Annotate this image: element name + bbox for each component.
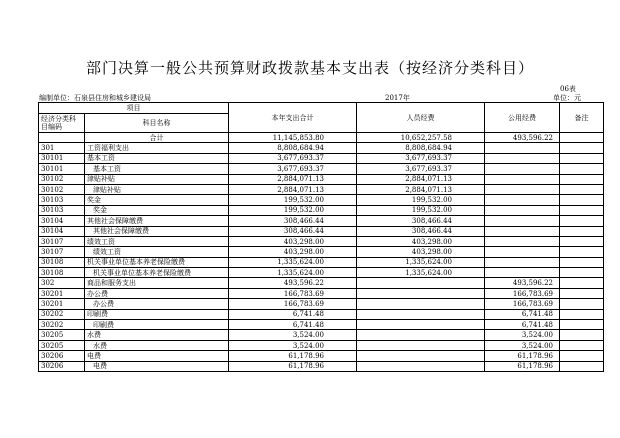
row-public (485, 205, 560, 215)
row-code: 30108 (39, 257, 85, 267)
row-name: 奖金 (85, 205, 229, 215)
row-code: 30202 (39, 320, 85, 330)
row-personnel (357, 340, 485, 350)
row-personnel (357, 330, 485, 340)
table-row (39, 226, 604, 236)
expenditure-table (38, 102, 604, 372)
row-name: 印刷费 (85, 309, 229, 319)
row-name: 其他社会保障缴费 (85, 226, 229, 236)
row-code: 30205 (39, 340, 85, 350)
row-name: 商品和服务支出 (85, 278, 229, 288)
row-public: 6,741.48 (485, 309, 560, 319)
table-row (39, 247, 604, 257)
table-row (39, 205, 604, 215)
row-total: 3,524.00 (229, 340, 357, 350)
row-total: 493,596.22 (229, 278, 357, 288)
row-note (560, 288, 604, 298)
row-public: 61,178.96 (485, 361, 560, 371)
row-personnel (357, 278, 485, 288)
row-public: 3,524.00 (485, 340, 560, 350)
row-note (560, 226, 604, 236)
row-note (560, 330, 604, 340)
table-row (39, 309, 604, 319)
row-total: 403,298.00 (229, 247, 357, 257)
row-personnel: 1,335,624.00 (357, 257, 485, 267)
row-name: 津贴补贴 (85, 184, 229, 194)
row-name: 绩效工资 (85, 236, 229, 246)
table-row (39, 236, 604, 246)
row-total: 3,524.00 (229, 330, 357, 340)
row-public: 6,741.48 (485, 320, 560, 330)
row-name: 基本工资 (85, 164, 229, 174)
row-note (560, 309, 604, 319)
row-total: 166,783.69 (229, 299, 357, 309)
row-personnel: 403,298.00 (357, 247, 485, 257)
row-personnel: 403,298.00 (357, 236, 485, 246)
row-note (560, 247, 604, 257)
org-label: 编制单位：石泉县住房和城乡建设局 (39, 94, 151, 102)
row-personnel: 2,884,071.13 (357, 184, 485, 194)
row-public (485, 164, 560, 174)
total-row (39, 133, 604, 143)
table-row (39, 216, 604, 226)
row-public (485, 226, 560, 236)
table-row (39, 153, 604, 163)
row-note (560, 236, 604, 246)
table-row (39, 330, 604, 340)
row-code: 30104 (39, 226, 85, 236)
row-personnel (357, 299, 485, 309)
row-total: 3,677,693.37 (229, 153, 357, 163)
row-total: 199,532.00 (229, 205, 357, 215)
row-code (39, 133, 85, 143)
row-code: 30102 (39, 184, 85, 194)
table-row (39, 164, 604, 174)
row-total: 166,783.69 (229, 288, 357, 298)
row-name: 津贴补贴 (85, 174, 229, 184)
row-total: 308,466.44 (229, 216, 357, 226)
row-total: 3,677,693.37 (229, 164, 357, 174)
row-total: 6,741.48 (229, 309, 357, 319)
row-name: 奖金 (85, 195, 229, 205)
row-note (560, 278, 604, 288)
row-note (560, 257, 604, 267)
table-row (39, 278, 604, 288)
row-total: 1,335,624.00 (229, 257, 357, 267)
row-personnel: 3,677,693.37 (357, 153, 485, 163)
row-name: 合计 (85, 133, 229, 143)
table-row (39, 361, 604, 371)
row-code: 30202 (39, 309, 85, 319)
table-row (39, 195, 604, 205)
row-code: 30101 (39, 164, 85, 174)
row-note (560, 205, 604, 215)
table-row (39, 299, 604, 309)
report-title: 部门决算一般公共预算财政拨款基本支出表（按经济分类科目） (85, 59, 534, 77)
row-public (485, 174, 560, 184)
row-name: 基本工资 (85, 153, 229, 163)
row-total: 1,335,624.00 (229, 268, 357, 278)
table-row (39, 257, 604, 267)
row-note (560, 299, 604, 309)
header-total: 本年支出合计 (229, 103, 357, 133)
row-code: 30206 (39, 351, 85, 361)
row-public: 493,596.22 (485, 278, 560, 288)
header-personnel: 人员经费 (357, 103, 485, 133)
row-personnel: 3,677,693.37 (357, 164, 485, 174)
row-public: 61,178.96 (485, 351, 560, 361)
row-name: 电费 (85, 351, 229, 361)
row-note (560, 340, 604, 350)
row-personnel (357, 288, 485, 298)
row-personnel: 8,808,684.94 (357, 143, 485, 153)
row-code: 30201 (39, 299, 85, 309)
row-code: 30205 (39, 330, 85, 340)
row-name: 水费 (85, 330, 229, 340)
row-note (560, 153, 604, 163)
row-personnel: 2,884,071.13 (357, 174, 485, 184)
row-total: 8,808,684.94 (229, 143, 357, 153)
row-total: 6,741.48 (229, 320, 357, 330)
row-total: 61,178.96 (229, 351, 357, 361)
table-row (39, 320, 604, 330)
row-code: 30103 (39, 195, 85, 205)
header-note: 备注 (560, 103, 604, 133)
row-code: 30108 (39, 268, 85, 278)
row-total: 403,298.00 (229, 236, 357, 246)
row-personnel: 199,532.00 (357, 195, 485, 205)
row-note (560, 143, 604, 153)
row-personnel: 308,466.44 (357, 226, 485, 236)
row-public (485, 216, 560, 226)
row-code: 30107 (39, 236, 85, 246)
row-note (560, 216, 604, 226)
header-code: 经济分类科目编码 (39, 114, 85, 133)
table-row (39, 340, 604, 350)
table-row (39, 174, 604, 184)
row-name: 绩效工资 (85, 247, 229, 257)
table-row (39, 351, 604, 361)
table-row (39, 184, 604, 194)
row-personnel: 308,466.44 (357, 216, 485, 226)
row-total: 11,145,853.80 (229, 133, 357, 143)
row-public (485, 184, 560, 194)
row-personnel: 199,532.00 (357, 205, 485, 215)
row-code: 30103 (39, 205, 85, 215)
row-total: 308,466.44 (229, 226, 357, 236)
row-personnel: 10,652,257.58 (357, 133, 485, 143)
row-personnel (357, 361, 485, 371)
row-public: 166,783.69 (485, 299, 560, 309)
row-personnel (357, 320, 485, 330)
row-public (485, 268, 560, 278)
table-row (39, 143, 604, 153)
row-personnel (357, 351, 485, 361)
row-name: 电费 (85, 361, 229, 371)
row-name: 办公费 (85, 299, 229, 309)
row-code: 30104 (39, 216, 85, 226)
row-total: 2,884,071.13 (229, 184, 357, 194)
header-item: 项目 (39, 103, 229, 114)
row-name: 办公费 (85, 288, 229, 298)
row-total: 61,178.96 (229, 361, 357, 371)
row-note (560, 320, 604, 330)
row-note (560, 361, 604, 371)
row-public (485, 257, 560, 267)
row-name: 工资福利支出 (85, 143, 229, 153)
row-code: 301 (39, 143, 85, 153)
header-name: 科目名称 (85, 114, 229, 133)
row-public (485, 247, 560, 257)
row-public (485, 143, 560, 153)
row-public (485, 236, 560, 246)
row-code: 30101 (39, 153, 85, 163)
row-personnel (357, 309, 485, 319)
row-code: 302 (39, 278, 85, 288)
row-note (560, 268, 604, 278)
row-note (560, 164, 604, 174)
row-note (560, 174, 604, 184)
report-year: 2017年 (385, 94, 410, 102)
row-public: 493,596.22 (485, 133, 560, 143)
row-code: 30107 (39, 247, 85, 257)
row-name: 其他社会保障缴费 (85, 216, 229, 226)
row-note (560, 195, 604, 205)
table-row (39, 288, 604, 298)
row-code: 30102 (39, 174, 85, 184)
row-public (485, 195, 560, 205)
row-note (560, 351, 604, 361)
row-note (560, 184, 604, 194)
row-public (485, 153, 560, 163)
row-note (560, 133, 604, 143)
row-name: 机关事业单位基本养老保险缴费 (85, 268, 229, 278)
table-row (39, 268, 604, 278)
row-name: 印刷费 (85, 320, 229, 330)
header-public: 公用经费 (485, 103, 560, 133)
row-total: 199,532.00 (229, 195, 357, 205)
row-public: 166,783.69 (485, 288, 560, 298)
row-personnel: 1,335,624.00 (357, 268, 485, 278)
row-code: 30201 (39, 288, 85, 298)
row-name: 水费 (85, 340, 229, 350)
table-code: 06表 (560, 85, 576, 93)
row-code: 30206 (39, 361, 85, 371)
unit-label: 单位：元 (553, 94, 581, 102)
row-total: 2,884,071.13 (229, 174, 357, 184)
row-name: 机关事业单位基本养老保险缴费 (85, 257, 229, 267)
row-public: 3,524.00 (485, 330, 560, 340)
